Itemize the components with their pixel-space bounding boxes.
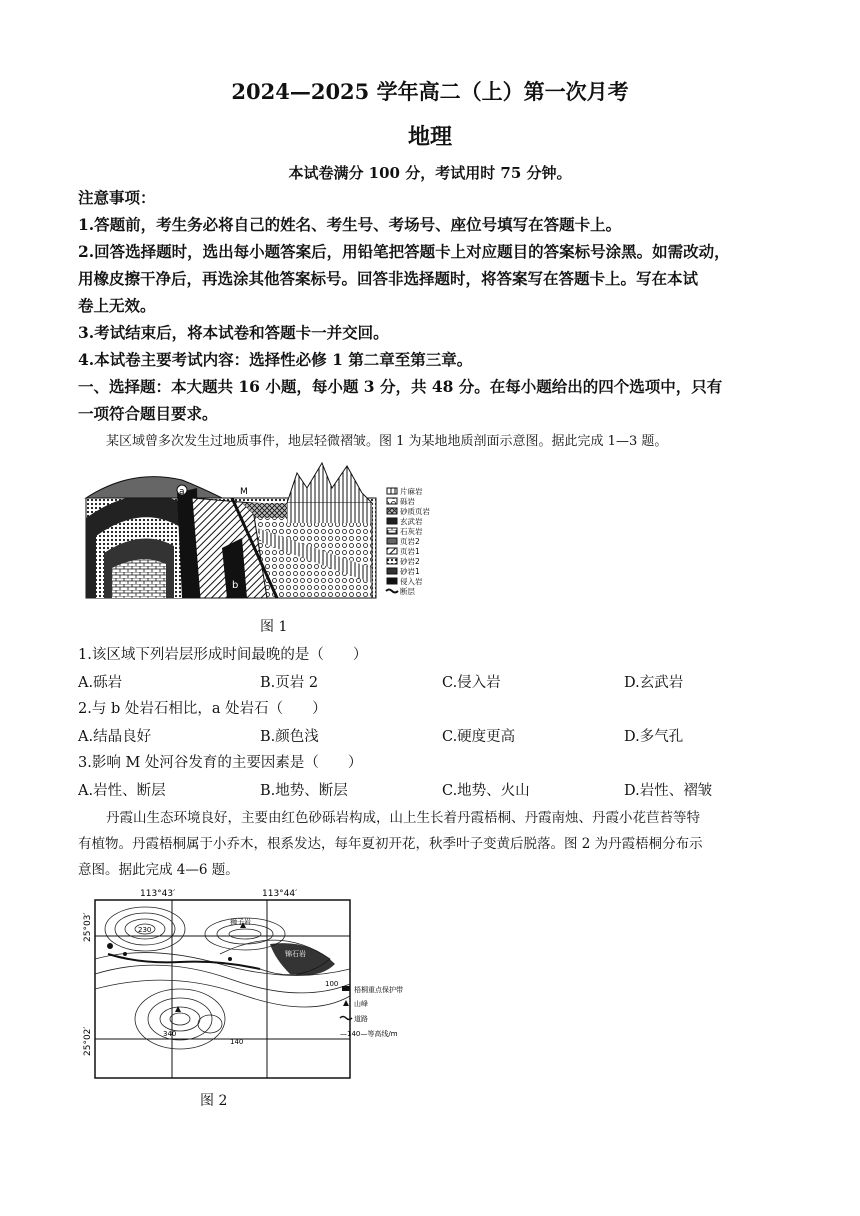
legend-label: —140—等高线/m [340, 1030, 398, 1038]
option-d: D.玄武岩 [624, 675, 684, 691]
passage-2-line: 意图。据此完成 4—6 题。 [78, 862, 239, 878]
lat-label: 25°02′ [83, 1026, 93, 1056]
exam-info: 本试卷满分 100 分，考试用时 75 分钟。 [288, 164, 572, 182]
option-d: D.岩性、褶皱 [624, 783, 713, 799]
option-c: C.侵入岩 [442, 675, 501, 691]
section-heading: 一、选择题：本大题共 16 小题，每小题 3 分，共 48 分。在每小题给出的四个选项中，只有 [78, 377, 723, 396]
passage-2-line: 有植物。丹霞梧桐属于小乔木，根系发达，每年夏初开花，秋季叶子变黄后脱落。图 2 为丹霞梧桐分布示 [78, 836, 703, 852]
legend-label: 侵入岩 [400, 577, 423, 586]
legend-label: 断层 [400, 587, 415, 596]
mark-a: a [179, 487, 185, 497]
legend-label: 石灰岩 [400, 527, 423, 536]
lon-label: 113°43′ [140, 889, 176, 899]
topographic-map-figure [80, 884, 410, 1084]
question-stem: 1.该区域下列岩层形成时间最晚的是（ ） [78, 647, 368, 663]
passage-2-line: 丹霞山生态环境良好，主要由红色砂砾岩构成，山上生长着丹霞梧桐、丹霞南烛、丹霞小花苣苔等特 [106, 810, 700, 826]
option-b: B.地势、断层 [260, 783, 348, 799]
notice-heading: 注意事项： [78, 188, 156, 207]
legend-label: 砂岩2 [400, 557, 420, 566]
legend-label: 砂岩1 [400, 567, 420, 576]
place-label: 狮子岩 [230, 918, 251, 926]
figure-1-caption: 图 1 [260, 619, 288, 635]
question-stem: 2.与 b 处岩石相比，a 处岩石（ ） [78, 701, 327, 717]
legend-label: 玄武岩 [400, 517, 423, 526]
option-c: C.地势、火山 [442, 783, 530, 799]
legend-label: 道路 [354, 1015, 368, 1023]
notice-item: 1.答题前，考生务必将自己的姓名、考生号、考场号、座位号填写在答题卡上。 [78, 215, 622, 234]
legend-label: 山峰 [354, 1000, 368, 1008]
notice-item: 2.回答选择题时，选出每小题答案后，用铅笔把答题卡上对应题目的答案标号涂黑。如需改动， [78, 242, 730, 261]
notice-item: 卷上无效。 [78, 296, 156, 315]
notice-item: 用橡皮擦干净后，再选涂其他答案标号。回答非选择题时，将答案写在答题卡上。写在本试 [78, 269, 699, 288]
legend-label: 梧桐重点保护带 [354, 986, 403, 994]
lon-label: 113°44′ [262, 889, 298, 899]
lat-label: 25°03′ [83, 912, 93, 942]
legend-label: 页岩2 [400, 537, 420, 546]
geologic-profile-figure [82, 458, 452, 608]
legend-label: 砂质页岩 [400, 507, 430, 516]
mark-b: b [232, 580, 239, 591]
option-a: A.岩性、断层 [78, 783, 166, 799]
notice-item: 3.考试结束后，将本试卷和答题卡一并交回。 [78, 323, 389, 342]
legend-label: 片麻岩 [400, 487, 423, 496]
option-c: C.硬度更高 [442, 729, 516, 745]
option-a: A.砾岩 [78, 675, 123, 691]
legend-label: 砾岩 [400, 497, 415, 506]
contour-label: 100 [325, 980, 339, 988]
option-b: B.颜色浅 [260, 729, 319, 745]
option-b: B.页岩 2 [260, 675, 319, 691]
contour-label: 230 [138, 926, 152, 934]
contour-label: 140 [230, 1038, 244, 1046]
option-d: D.多气孔 [624, 729, 684, 745]
question-stem: 3.影响 M 处河谷发育的主要因素是（ ） [78, 755, 363, 771]
figure-2-caption: 图 2 [200, 1093, 228, 1109]
contour-label: 340 [163, 1030, 177, 1038]
option-a: A.结晶良好 [78, 729, 152, 745]
subject-title: 地理 [407, 124, 452, 150]
section-heading-cont: 一项符合题目要求。 [78, 404, 218, 423]
mark-m: M [240, 487, 248, 497]
exam-title: 2024—2025 学年高二（上）第一次月考 [231, 79, 629, 104]
passage-1: 某区域曾多次发生过地质事件，地层轻微褶皱。图 1 为某地地质剖面示意图。据此完成 1—3 题。 [106, 434, 668, 449]
notice-item: 4.本试卷主要考试内容：选择性必修 1 第二章至第三章。 [78, 350, 473, 369]
place-label: 锦石岩 [285, 950, 306, 958]
legend-label: 页岩1 [400, 547, 420, 556]
